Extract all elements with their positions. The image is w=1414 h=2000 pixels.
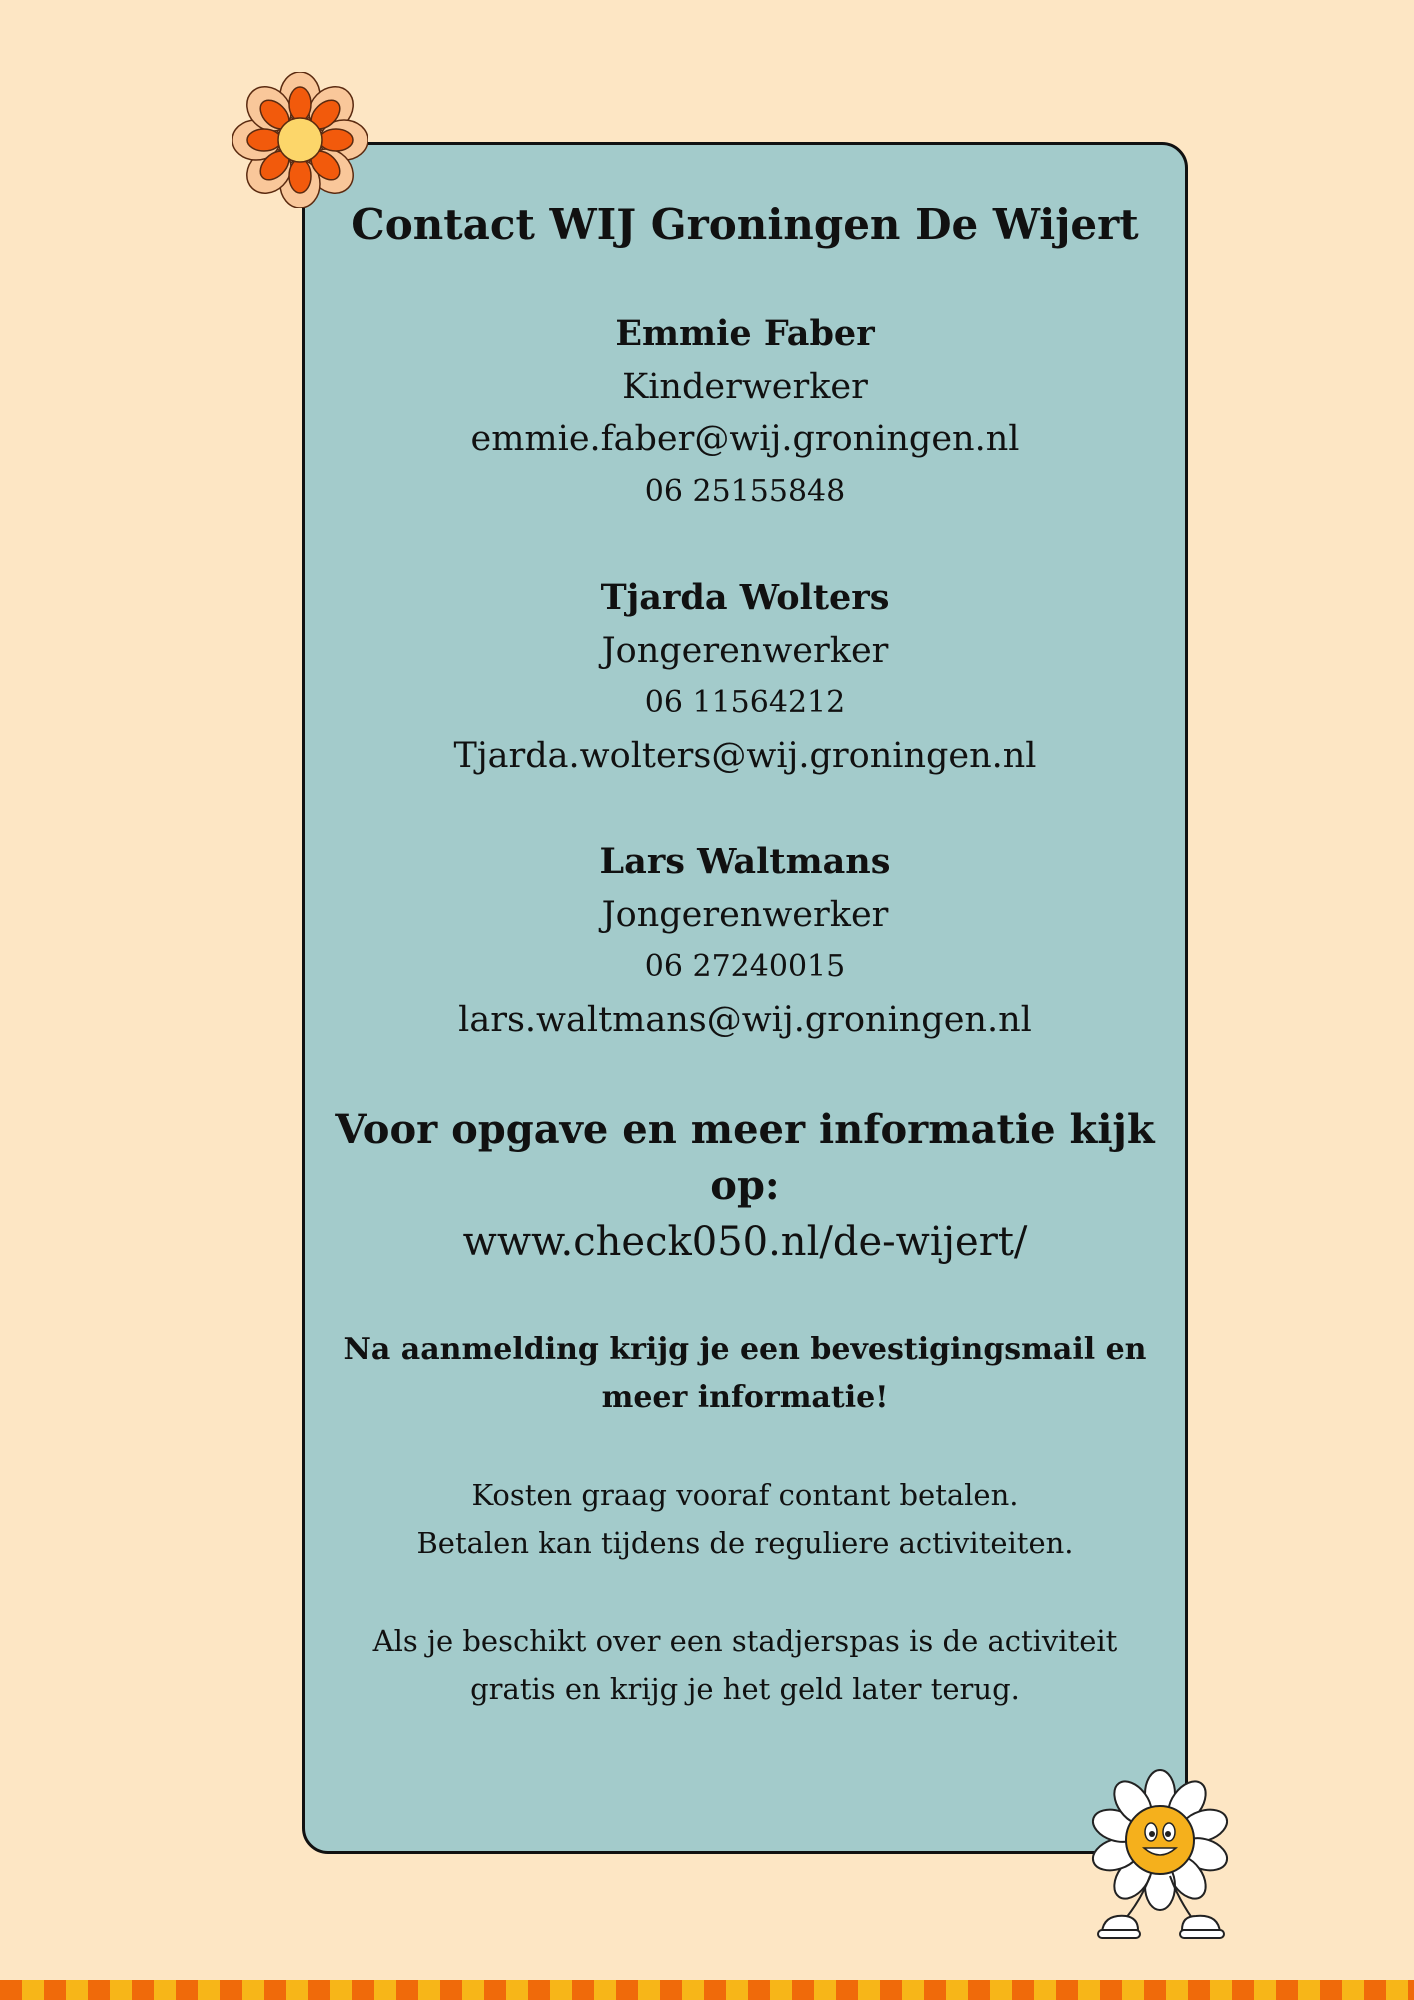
pass-line-1: Als je beschikt over een stadjerspas is de activiteit (372, 1624, 1118, 1659)
contact-email[interactable]: emmie.faber@wij.groningen.nl (470, 419, 1020, 460)
payment-line-1: Kosten graag vooraf contant betalen. (471, 1478, 1019, 1513)
contact-email[interactable]: Tjarda.wolters@wij.groningen.nl (453, 735, 1037, 776)
orange-flower-icon (232, 72, 368, 208)
contact-name: Emmie Faber (615, 313, 875, 355)
contact-role: Jongerenwerker (601, 630, 889, 671)
pass-line-2: gratis en krijg je het geld later terug. (470, 1671, 1020, 1706)
contact-email[interactable]: lars.waltmans@wij.groningen.nl (458, 999, 1032, 1040)
stadjerspas-text (342, 1618, 1148, 1714)
contact-role: Jongerenwerker (601, 894, 889, 935)
info-heading: Voor opgave en meer informatie kijk op: (335, 1106, 1155, 1210)
contact-phone: 06 25155848 (644, 473, 846, 509)
bottom-stripe-border (0, 1980, 1414, 2000)
contact-role: Kinderwerker (622, 366, 868, 407)
contact-name: Tjarda Wolters (600, 577, 890, 619)
contact-phone: 06 11564212 (644, 685, 846, 721)
contact-name: Lars Waltmans (599, 841, 891, 883)
payment-line-2: Betalen kan tijdens de reguliere activiteiten. (416, 1526, 1074, 1561)
confirmation-note: Na aanmelding krijg je een bevestigingsmail en meer informatie! (343, 1332, 1147, 1416)
contact-tjarda (302, 572, 1188, 782)
page-title: Contact WIJ Groningen De Wijert (351, 200, 1139, 249)
smiling-daisy-mascot-icon (1080, 1768, 1240, 1948)
contact-emmie (302, 308, 1188, 518)
contact-lars (302, 836, 1188, 1046)
contact-phone: 06 27240015 (644, 949, 846, 985)
info-url-link[interactable]: www.check050.nl/de-wijert/ (462, 1219, 1028, 1266)
payment-text (342, 1472, 1148, 1568)
card-content (302, 142, 1188, 1714)
